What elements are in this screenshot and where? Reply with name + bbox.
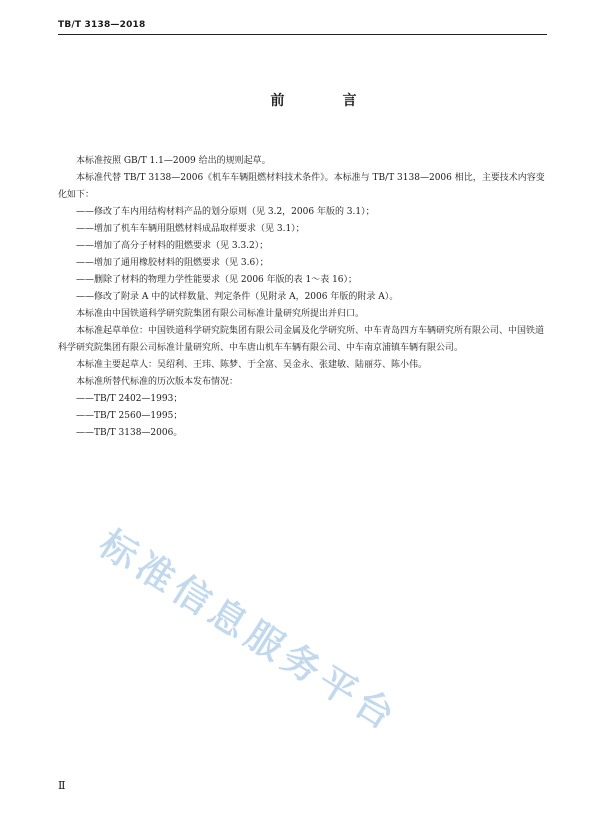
page-number: Ⅱ bbox=[58, 779, 66, 792]
list-item: ——增加了机车车辆用阻燃材料成品取样要求（见 3.1）； bbox=[76, 224, 305, 234]
paragraph-drafters: 本标准主要起草人：吴绍利、王玮、陈梦、于全富、吴金永、张建敏、陆丽芬、陈小伟。 bbox=[76, 360, 428, 370]
change-list bbox=[58, 204, 548, 306]
list-item: ——修改了车内用结构材料产品的划分原则（见 3.2，2006 年版的 3.1）； bbox=[76, 207, 375, 217]
paragraph-history-intro: 本标准所替代标准的历次版本发布情况： bbox=[76, 377, 239, 387]
list-item: ——TB/T 2402—1993； bbox=[76, 394, 183, 404]
standard-code: TB/T 3138—2018 bbox=[58, 20, 146, 30]
document-body bbox=[58, 153, 548, 442]
list-item: ——删除了材料的物理力学性能要求（见 2006 年版的表 1～表 16）； bbox=[76, 275, 358, 285]
page-title: 前 言 bbox=[270, 93, 379, 109]
history-list bbox=[58, 391, 548, 442]
header-divider bbox=[58, 34, 547, 35]
list-item: ——增加了通用橡胶材料的阻燃要求（见 3.6）； bbox=[76, 258, 269, 268]
list-item: ——修改了附录 A 中的试样数量、判定条件（见附录 A，2006 年版的附录 A）。 bbox=[76, 292, 399, 302]
watermark: 标准信息服务平台 bbox=[91, 521, 407, 741]
list-item: ——增加了高分子材料的阻燃要求（见 3.3.2）； bbox=[76, 241, 269, 251]
paragraph-drafting-rules: 本标准按照 GB/T 1.1—2009 给出的规则起草。 bbox=[76, 156, 271, 166]
list-item: ——TB/T 2560—1995； bbox=[76, 411, 183, 421]
paragraph-replacement: 本标准代替 TB/T 3138—2006《机车车辆阻燃材料技术条件》。本标准与 TB/T 3138—2006 相比，主要技术内容变化如下： bbox=[58, 173, 545, 200]
list-item: ——TB/T 3138—2006。 bbox=[76, 428, 183, 438]
paragraph-proposer: 本标准由中国铁道科学研究院集团有限公司标准计量研究所提出并归口。 bbox=[76, 309, 365, 319]
paragraph-drafting-units: 本标准起草单位：中国铁道科学研究院集团有限公司金属及化学研究所、中车青岛四方车辆研究所有限公司、中国铁道科学研究院集团有限公司标准计量研究所、中车唐山机车车辆有限公司、中车南京浦镇车辆有限公司。 bbox=[58, 326, 545, 353]
